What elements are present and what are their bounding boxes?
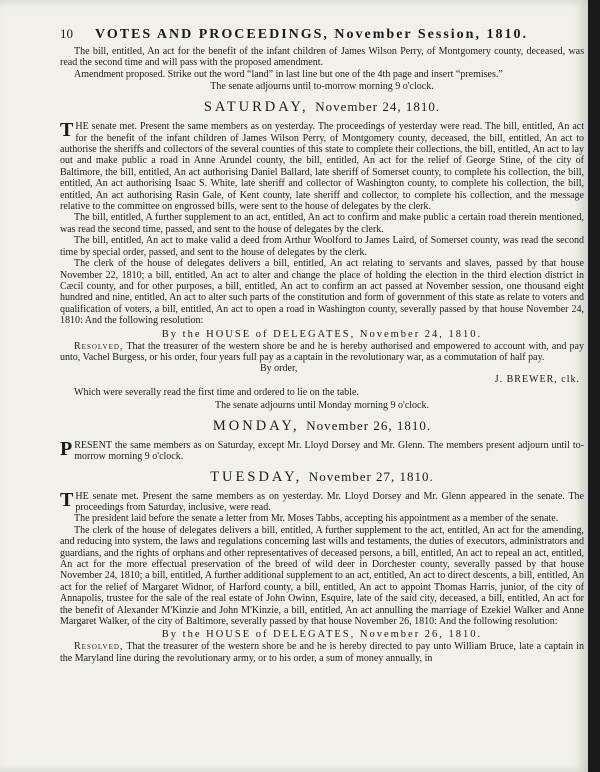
monday-paragraph-1: PRESENT the same members as on Saturday, except Mr. Lloyd Dorsey and Mr. Glenn. The members present adjourn until to-morrow morning 9 o'clock. [60,437,584,463]
saturday-house-line: By the HOUSE of DELEGATES, November 24, 1810. [161,328,483,340]
saturday-signature [60,363,584,387]
clerk-signature: J. BREWER, clk. [494,374,580,386]
saturday-resolution [60,341,584,364]
heading-day: MONDAY, [212,417,300,434]
by-order: By order, [260,363,298,375]
resolved-label: Resolved, [74,340,124,352]
resolution-text: That the treasurer of the western shore be and he is hereby authorised and empowered to account with, and pay unto, Vachel Burgess, or his order, four years full pay as a captain in the revolutionary war, as a commutation of half pay. [60,340,584,363]
saturday-adjourn: The senate adjourns until Monday morning 9 o'clock. [215,399,429,411]
heading-day: SATURDAY, [203,99,309,116]
tuesday-resolution [60,641,584,664]
saturday-paragraph-1: THE senate met. Present the same members as on yesterday. The proceedings of yesterday were read. The bill, entitled, An act for the benefit of the infant children of James Wilson Perry, of Montgomery county, deceased, the bill, entitled, An act to authorise the sheriffs and collectors of the several counties of this state to complete their collections, the bill, entitled, An act to lay out and make public a road in Anne Arundel county, the bill, entitled, An act for the relief of George Stine, of the city of Baltimore, the bill, entitled, An act authorising Daniel Ballard, late sheriff of Somerset county, to complete his collection, the bill, entitled, An act authorising Isaac S. White, late sheriff and collector of Washington county, to complete his collection, the bill, entitled, An act authorising Rasin Gale, of Kent county, late sheriff and collector, to complete his collection, and the message relative to the committee on engrossed bills, were sent to the house of delegates by the clerk. [60,119,584,213]
resolved-label: Resolved, [74,641,124,653]
page-content [60,26,584,664]
saturday-paragraph-4: The clerk of the house of delegates delivers a bill, entitled, An act relating to servants and slaves, passed by that house November 22, 1810; a bill, entitled, An act to alter and change the place of holding the election in the third election district in Cæcil county, and for other purposes, a bill, entitled, An act to confirm an act passed at November session, one thousand eight hundred and nine, entitled, An act to alter such parts of the constitution and form of government of this state as relate to voters and qualification of voters, a bill, entitled, An act to open a road in Washington county, severally passed by that house November 24, 1810: And the following resolution: [60,258,584,327]
intro-paragraph-2: Amendment proposed. Strike out the word “land” in last line but one of the 4th page and insert “premises.” [74,68,503,80]
tuesday-house-line: By the HOUSE of DELEGATES, November 26, 1810. [161,629,483,641]
tuesday-paragraph-2: The president laid before the senate a letter from Mr. Moses Tabbs, accepting his appointment as a member of the senate. [74,513,559,525]
heading-day: TUESDAY, [210,468,303,485]
section-heading-monday [60,418,584,435]
intro-adjourn: The senate adjourns until to-morrow morning 9 o'clock. [210,81,434,93]
saturday-paragraph-2: The bill, entitled, A further supplement to an act, entitled, An act to confirm and make public a certain road therein mentioned, was read the second time, passed, and sent to the house of delegates by the clerk. [60,212,584,235]
heading-date: November 27, 1810. [308,468,434,484]
heading-date: November 26, 1810. [306,417,432,433]
page-number: 10 [60,26,73,41]
tuesday-paragraph-1: THE senate met. Present the same members as on yesterday. Mr. Lloyd Dorsey and Mr. Glenn appeared in the senate. The proceedings from Saturday, inclusive, were read. [60,488,584,513]
saturday-paragraph-5: Which were severally read the first time and ordered to lie on the table. [74,387,359,399]
running-title: VOTES AND PROCEEDINGS, November Session, 1810. [95,27,528,42]
resolution-text: That the treasurer of the western shore be and he is hereby directed to pay unto William Bruce, late a captain in the Maryland line during the revolutionary army, or to his order, a sum of money annually, in [60,641,584,664]
heading-date: November 24, 1810. [315,99,441,115]
running-header [60,26,584,43]
section-heading-tuesday [60,469,584,486]
saturday-paragraph-3: The bill, entitled, An act to make valid a deed from Arthur Woolford to James Laird, of Somerset county, was read the second time by special order, passed, and sent to the house of delegates by the clerk. [60,235,584,258]
intro-paragraph-1: The bill, entitled, An act for the benefit of the infant children of James Wilson Perry, of Montgomery county, deceased, was read the second time and will pass with the proposed amendment. [60,46,584,69]
section-heading-saturday [60,99,584,116]
tuesday-paragraph-3: The clerk of the house of delegates delivers a bill, entitled, A further supplement to the act, entitled, An act for the amending, and reducing into system, the laws and regulations concerning last wills and testaments, the duties of executors, administrators and guardians, and the rights of orphans and other representatives of deceased persons, a bill, entitled, An act to repeal an act, entitled, An act for the more effectual preservation of the breed of wild deer in Dorchester county, severally passed by that house November 24, 1810; a bill, entitled, A further additional supplement to an act, entitled, An act to direct descents, a bill, entitled, An act for the relief of Margaret Widnor, of Harford county, a bill, entitled, An act to appoint Thomas Harris, junior, of the city of Annapolis, trustee for the sale of the real estate of John Owinn, Esquire, late of the said city, deceased, a bill, entitled, An act for the benefit of Alexander M'Kinzie and John M'Kinzie, a bill, entitled, An act annulling the marriage of Ezekiel Walker and Anne Margaret Walker, of the city of Baltimore, severally passed by that house November 26, 1810: And the following resolution: [60,524,584,628]
